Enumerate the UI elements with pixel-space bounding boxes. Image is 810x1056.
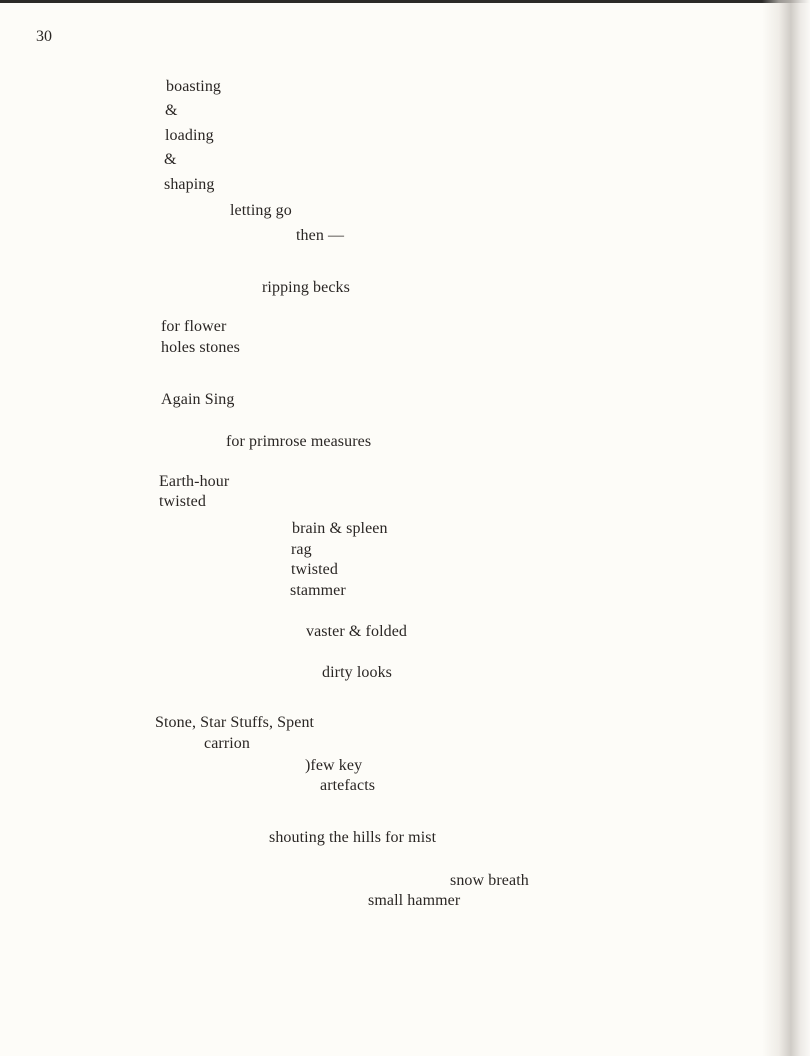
poem-line: loading: [165, 127, 214, 144]
poem-line: holes stones: [161, 339, 240, 356]
poem-line: then —: [296, 227, 345, 244]
poem-line: Again Sing: [161, 391, 235, 408]
page-number: 30: [36, 28, 52, 45]
poem-line: twisted: [159, 493, 206, 510]
poem-line: letting go: [230, 202, 292, 219]
poem-line: shouting the hills for mist: [269, 829, 437, 846]
poem-line: shaping: [164, 176, 215, 193]
poem-line: ripping becks: [262, 279, 350, 296]
poem-line: Earth-hour: [159, 473, 230, 490]
poem-line: carrion: [204, 735, 251, 752]
poem-line: &: [165, 102, 178, 119]
poem-line: twisted: [291, 561, 338, 578]
poem-line: artefacts: [320, 777, 376, 794]
poem-line: for flower: [161, 318, 227, 335]
poem-line: snow breath: [450, 872, 529, 889]
poem-line: boasting: [166, 78, 222, 95]
poem-line: rag: [291, 541, 312, 558]
book-gutter-shadow: [762, 0, 810, 1056]
poem-line: brain & spleen: [292, 520, 388, 537]
poem-line: )few key: [305, 757, 363, 774]
poem-line: &: [164, 151, 177, 168]
poem-line: Stone, Star Stuffs, Spent: [155, 714, 315, 731]
poem-line: stammer: [290, 582, 346, 599]
page-top-edge: [0, 0, 810, 3]
poem-line: small hammer: [368, 892, 461, 909]
poem-line: vaster & folded: [306, 623, 408, 640]
poem-line: for primrose measures: [226, 433, 372, 450]
poem-line: dirty looks: [322, 664, 392, 681]
